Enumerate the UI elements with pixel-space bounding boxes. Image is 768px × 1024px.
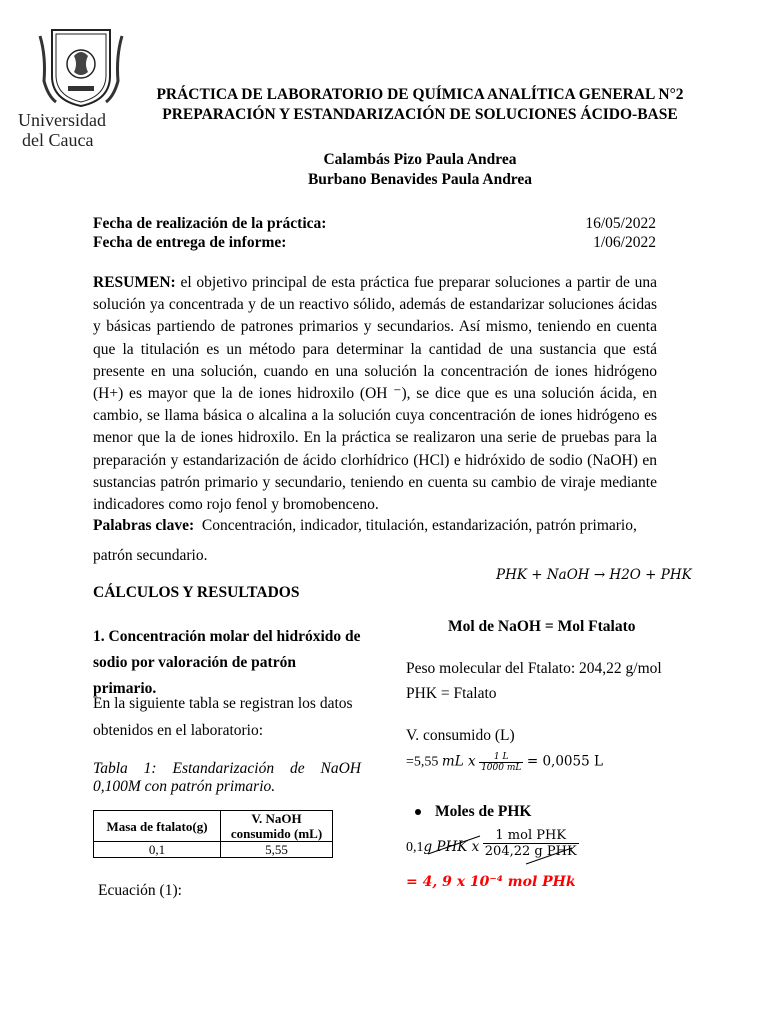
volume-calculation [406, 752, 603, 773]
fecha-entrega-value: 1/06/2022 [593, 234, 656, 251]
resumen-label: RESUMEN: [93, 274, 176, 291]
resumen-text: el objetivo principal de esta práctica fue preparar soluciones a partir de una solución ya concentrada y de un reactivo sólido, además de estandarizar soluciones ácidas y básicas partiendo de patrones primarios y secundarios. Así mismo, teniendo en cuenta que la titulación es un método para determinar la cantidad de una sustancia que está presente en una solución, cuando en una solución la concentración de iones hidrógeno (H+) es mayor que la de iones hidroxilo (OH ⁻), se dice que es una solución ácida, en cambio, se llama básica o alcalina a la solución cuya concentración de iones hidrógeno es menor que la de iones hidroxilo. En la práctica se realizaron una serie de pruebas para la preparación y estandarización de ácido clorhídrico (HCl) e hidróxido de sodio (NaOH) en sustancias patrón primario y secundario, teniendo en cuenta su cambio de viraje mediante indicadores como rojo fenol y bromobenceno. [93, 274, 658, 514]
table-cell: 0,1 [94, 842, 221, 858]
keywords-label: Palabras clave: [93, 517, 195, 534]
keywords-text: Concentración, indicador, titulación, estandarización, patrón primario, patrón secundario. [93, 517, 637, 564]
moles-fraction-denominator: 204,22 g PHK [484, 844, 577, 859]
moles-phk-heading [415, 803, 531, 821]
phk-definition: PHK = Ftalato [406, 685, 497, 702]
equation-label: Ecuación (1): [98, 882, 182, 899]
table-header-row [94, 811, 333, 842]
fecha-entrega-label: Fecha de entrega de informe: [93, 234, 287, 251]
table-header-cell: V. NaOH consumido (mL) [221, 811, 333, 842]
bullet-icon [415, 809, 421, 815]
section-title: CÁLCULOS Y RESULTADOS [93, 584, 300, 601]
volume-fraction-numerator: 1 L [479, 752, 523, 763]
moles-prefix: 0,1 [406, 839, 424, 855]
subsection-title: 1. Concentración molar del hidróxido de sodio por valoración de patrón primario. [93, 628, 361, 697]
university-name-line2: del Cauca [22, 130, 94, 150]
volume-prefix: =5,55 [406, 754, 439, 770]
table-row [94, 842, 333, 858]
table-cell: 5,55 [221, 842, 333, 858]
fecha-realizacion-value: 16/05/2022 [585, 215, 656, 232]
resumen-paragraph [93, 272, 657, 516]
moles-fraction-numerator: 1 mol PHK [483, 828, 579, 844]
fecha-realizacion-label: Fecha de realización de la práctica: [93, 215, 327, 232]
volume-result: = 0,0055 L [526, 753, 603, 770]
moles-title: Moles de PHK [435, 803, 532, 820]
v-consumido-label: V. consumido (L) [406, 727, 515, 744]
title-line1: PRÁCTICA DE LABORATORIO DE QUÍMICA ANALÍTICA GENERAL N°2 [156, 86, 684, 103]
table-intro: En la siguiente tabla se registran los datos obtenidos en el laboratorio: [93, 695, 353, 739]
title-line2: PREPARACIÓN Y ESTANDARIZACIÓN DE SOLUCIONES ÁCIDO-BASE [162, 106, 678, 123]
volume-fraction [479, 752, 523, 773]
reaction-equation: PHK + NaOH → H2O + PHK [496, 567, 692, 583]
keywords [93, 511, 663, 571]
table-header-cell: Masa de ftalato(g) [94, 811, 221, 842]
mol-equality: Mol de NaOH = Mol Ftalato [448, 618, 636, 635]
table-caption: Tabla 1: Estandarización de NaOH 0,100M con patrón primario. [93, 760, 361, 795]
peso-molecular: Peso molecular del Ftalato: 204,22 g/mol [406, 660, 662, 677]
volume-fraction-denominator: 1000 mL [481, 763, 522, 773]
moles-result: = 4, 9 x 10⁻⁴ mol PHk [406, 874, 576, 890]
moles-unit: g PHK x [423, 838, 480, 855]
cancel-strike-icon [423, 834, 586, 868]
university-name-line1: Universidad [18, 110, 106, 130]
author-2: Burbano Benavides Paula Andrea [307, 171, 533, 188]
author-1: Calambás Pizo Paula Andrea [323, 151, 517, 168]
volume-unit: mL x [441, 753, 476, 770]
data-table [93, 810, 333, 858]
